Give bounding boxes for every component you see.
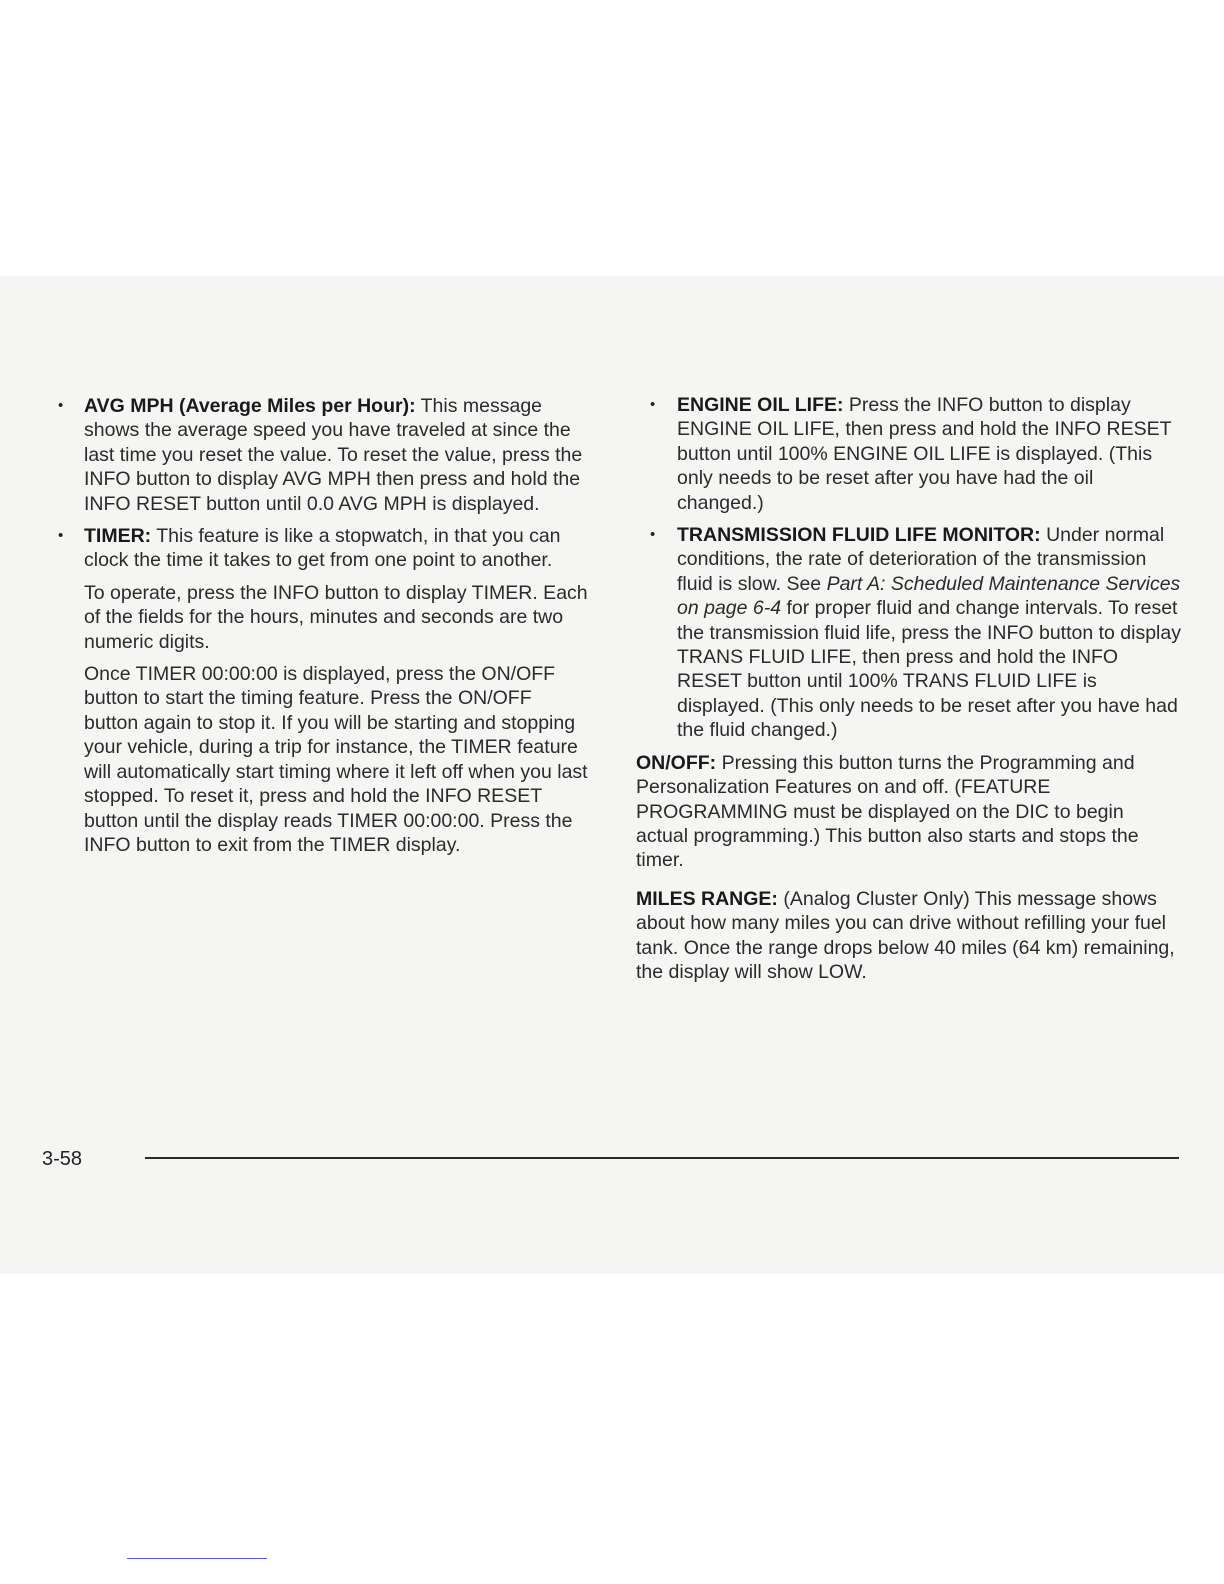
timer-term: TIMER: [84,525,152,548]
maintenance-reference-link[interactable]: Part A: Scheduled Maintenance Services on page 6-4 [677,572,1181,620]
right-column [636,393,1181,998]
footer-divider [145,1157,1179,1159]
timer-operate-paragraph: To operate, press the INFO button to display TIMER. Each of the fields for the hours, minutes and seconds are two numeric digits. [84,581,588,653]
transmission-text-after: for proper fluid and change intervals. To reset the transmission fluid life, press the INFO button to display TRANS FLUID LIFE, then press and hold the INFO RESET button until 100% TRANS FLUID LIFE is displayed. (This only needs to be reset after you have had the fluid changed.) [677,597,1181,742]
transmission-item [650,523,1181,743]
page-number: 3-58 [42,1148,83,1170]
bullet-icon: • [650,526,656,544]
avg-mph-term: AVG MPH (Average Miles per Hour): [84,395,416,417]
timer-item [58,524,589,857]
timer-usage-paragraph: Once TIMER 00:00:00 is displayed, press the ON/OFF button to start the timing feature. Press the ON/OFF button again to stop it. If you will be starting and stopping your vehicle, during a trip for instance, the TIMER feature will automatically start timing where it left off when you last stopped. To reset it, press and hold the INFO RESET button until the display reads TIMER 00:00:00. Press the INFO button to exit from the TIMER display. [84,663,588,856]
bullet-icon: • [58,527,64,545]
on-off-term: ON/OFF: [636,751,717,774]
miles-range-term: MILES RANGE: [636,887,778,910]
bullet-icon: • [58,397,64,414]
engine-oil-text: Press the INFO button to display ENGINE OIL LIFE, then press and hold the INFO RESET button until 100% ENGINE OIL LIFE is displayed. (This only needs to be reset after you have had the oil changed.) [677,394,1172,514]
on-off-paragraph [636,751,1181,873]
engine-oil-item [650,393,1181,515]
on-off-text: Pressing this button turns the Programming and Personalization Features on and off. (FEATURE PROGRAMMING must be displayed on the DIC to begin actual programming.) This button also starts and stops the timer. [636,751,1139,872]
avg-mph-text: This message shows the average speed you have traveled at since the last time you reset the value. To reset the value, press the INFO button to display AVG MPH then press and hold the INFO RESET button until 0.0 AVG MPH is displayed. [84,395,583,515]
timer-intro [84,524,589,573]
transmission-text-before: Under normal conditions, the rate of deterioration of the transmission fluid is slow. See [677,524,1165,595]
miles-range-paragraph [636,887,1181,985]
left-column [58,394,589,865]
engine-oil-term: ENGINE OIL LIFE: [677,394,844,416]
link-underline [127,1558,267,1559]
transmission-term: TRANSMISSION FLUID LIFE MONITOR: [677,524,1041,547]
timer-text: This feature is like a stopwatch, in that you can clock the time it takes to get from one point to another. [84,525,561,572]
avg-mph-item [58,394,589,516]
bullet-icon: • [650,396,656,413]
miles-range-text: (Analog Cluster Only) This message shows about how many miles you can drive without refilling your fuel tank. Once the range drops below 40 miles (64 km) remaining, the display will show LOW. [636,887,1175,983]
